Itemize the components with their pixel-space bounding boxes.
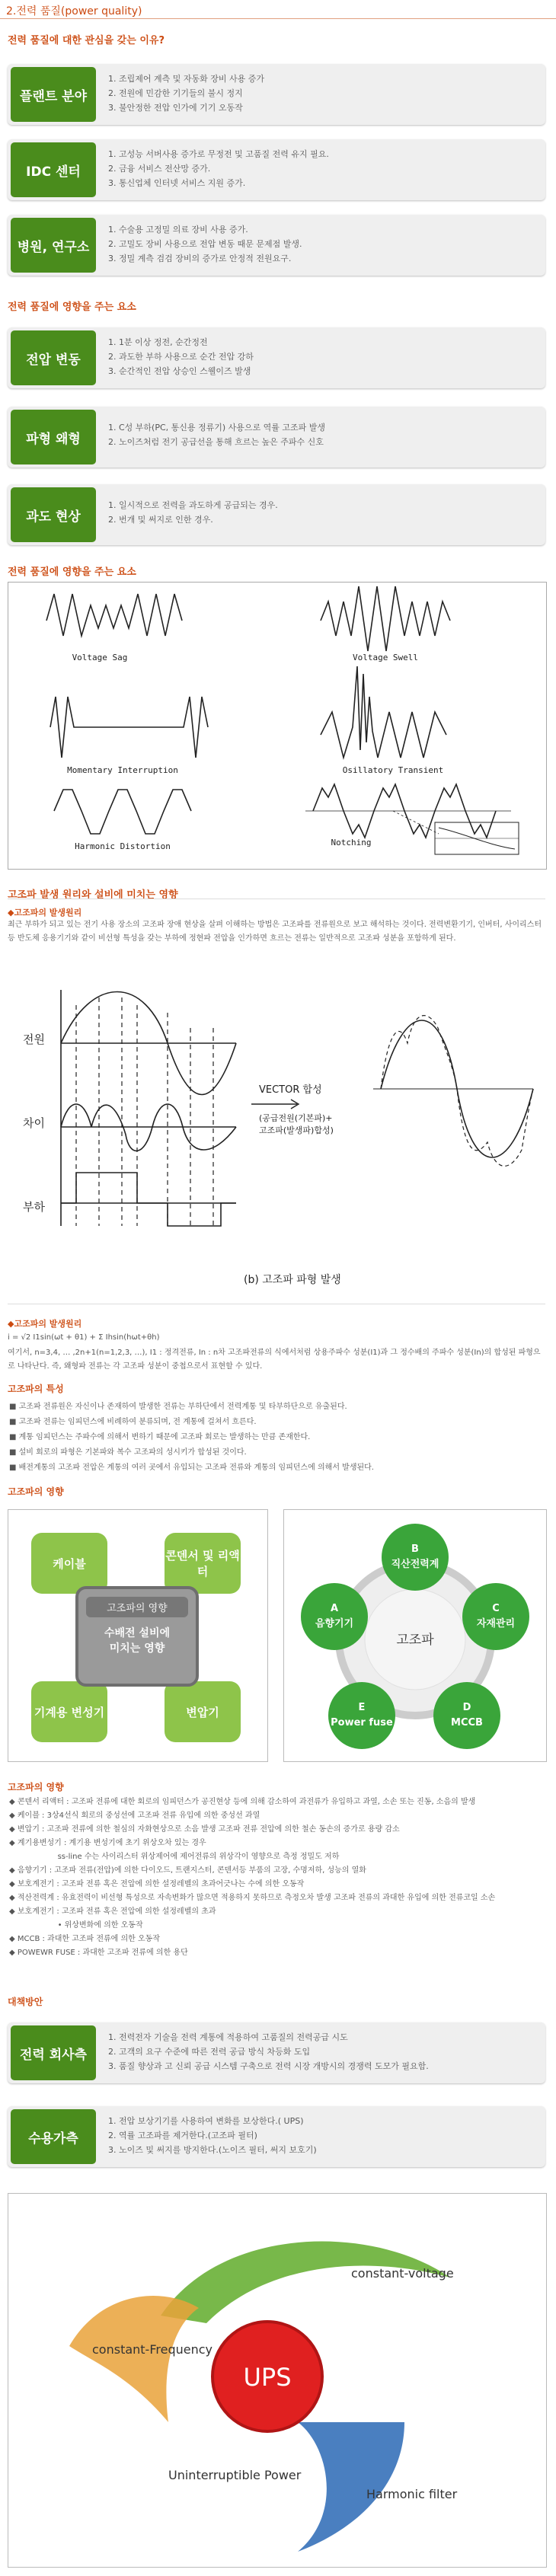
card-item: 2. 고객의 요구 수준에 따른 전력 공급 방식 차등화 도입 xyxy=(108,2047,311,2057)
wave-label: Osillatory Transient xyxy=(342,765,444,775)
card-item: 2. 번개 및 써지로 인한 경우. xyxy=(108,515,213,525)
card-item: 2. 금융 서비스 전산망 증가. xyxy=(108,164,211,174)
wave-label: Notching xyxy=(331,838,372,847)
list-item: • 위상변화에 의한 오동작 xyxy=(9,1921,143,1930)
card-waveform xyxy=(8,407,545,468)
card-plant xyxy=(8,64,545,125)
vector-sub: 고조파(발생파)합성) xyxy=(259,1125,334,1135)
svg-text:E: E xyxy=(358,1702,366,1713)
section-title-countermeasures: 대책방안 xyxy=(8,1997,43,2007)
svg-text:음향기기: 음향기기 xyxy=(315,1618,354,1630)
ups-center: UPS xyxy=(243,2363,292,2392)
leaf-transformer: 변압기 xyxy=(165,1681,241,1742)
card-item: 3. 불안정한 전압 인가에 기기 오동작 xyxy=(108,103,243,113)
card-label: 전압 변동 xyxy=(11,330,96,385)
card-item: 1. 1분 이상 정전, 순간정전 xyxy=(108,337,208,347)
svg-text:직산전력계: 직산전력계 xyxy=(391,1559,439,1570)
diagram-caption: (b) 고조파 파형 발생 xyxy=(244,1274,341,1286)
card-item: 1. 조립제어 계측 및 자동화 장비 사용 증가 xyxy=(108,74,264,84)
card-idc xyxy=(8,139,545,200)
card-label: 과도 현상 xyxy=(11,487,96,542)
svg-text:MCCB: MCCB xyxy=(451,1717,483,1729)
card-utility xyxy=(8,2022,545,2083)
formula: i = √2 I1sin(ωt + θ1) + Σ Ihsin(hωt+θh) xyxy=(8,1333,160,1342)
section-title-effects: 고조파의 영향 xyxy=(8,1782,64,1792)
vector-label: VECTOR 합성 xyxy=(259,1084,322,1096)
card-hospital xyxy=(8,215,545,276)
section-title-factors: 전력 품질에 영향을 주는 요소 xyxy=(8,302,136,313)
list-item: ◆ 계기용변성기 : 계기용 변성기에 초기 위상오차 있는 경우 xyxy=(9,1839,206,1847)
card-item: 2. 전원에 민감한 기기들의 불시 정지 xyxy=(108,88,243,98)
card-item: 2. 과도한 부하 사용으로 순간 전압 강하 xyxy=(108,352,254,362)
ups-label: constant-voltage xyxy=(351,2266,454,2281)
list-item: ◆ POWEWR FUSE : 과대한 고조파 전류에 의한 용단 xyxy=(9,1949,188,1957)
harmonic-effects-diagram xyxy=(283,1509,547,1762)
card-item: 3. 노이즈 및 써지를 방지한다.(노이즈 필터, 써지 보호기) xyxy=(108,2145,317,2155)
harmonic-paragraph: 최근 부하가 되고 있는 전기 사용 장소의 고조파 장애 현상을 살펴 이해하는 방법은 고조파를 전류원으로 보고 해석하는 것이다. 전력변환기기, 인버터, 사이리스터 등 반도체 응용기기와 같이 비선형 특성을 갖는 부하에 정현파 전압을 인가하면 흐르는 전류는 일반적으로 고조파 성분을 포함하게 된다. xyxy=(8,921,542,943)
leaf-cable: 케이블 xyxy=(31,1533,107,1594)
wave-label: Voltage Swell xyxy=(352,653,419,662)
card-item: 2. 고밀도 장비 사용으로 전압 변동 때문 문제점 발생. xyxy=(108,239,302,249)
wave-label: Voltage Sag xyxy=(72,653,128,662)
list-item: ◆ 보호계전기 : 고조파 전류 혹은 전압에 의한 설정레벨의 초과어긋나는 수에 의한 오동작 xyxy=(9,1880,305,1888)
wave-sag xyxy=(46,594,182,636)
card-item: 1. 수술용 고정밀 의료 장비 사용 증가. xyxy=(108,225,248,235)
list-item: ■ 배전계통의 고조파 전압은 계통의 여러 곳에서 유입되는 고조파 전류와 계통의 임피던스에 의해서 발생된다. xyxy=(9,1464,374,1472)
diagram-label: 전원 xyxy=(23,1033,45,1046)
list-item: ◆ 보호계전기 : 고조파 전류 혹은 전압에 의한 설정레벨의 초과 xyxy=(9,1907,216,1916)
card-transient xyxy=(8,484,545,545)
page-title: 2.전력 품질(power quality) xyxy=(6,5,142,18)
leaf-instrument-transformer: 기계용 변성기 xyxy=(31,1681,107,1742)
section-title-harmonic: 고조파 발생 원리와 설비에 미치는 영향 xyxy=(8,889,178,901)
subsection-title: 고조파의 영향 xyxy=(8,1486,64,1497)
list-item: ■ 계통 임피던스는 주파수에 의해서 변하기 때문에 고조파 회로는 발생하는 만큼 존재한다. xyxy=(9,1433,311,1441)
waveform-figure xyxy=(8,582,547,870)
section-title-waves: 전력 품질에 영향을 주는 요소 xyxy=(8,567,136,578)
list-item: ■ 고조파 전류원은 자신이나 존재하여 발생한 전류는 부하단에서 전력계통 및 타부하단으로 유출된다. xyxy=(9,1403,347,1411)
card-label: 플랜트 분야 xyxy=(11,67,96,122)
influence-center: 고조파의 영향 수배전 설비에 미치는 영향 xyxy=(75,1586,199,1687)
list-item: ◆ 음향기기 : 고조파 전류(전압)에 의한 다이오드, 트랜지스터, 콘덴서등 부품의 고장, 수명저하, 성능의 열화 xyxy=(9,1866,366,1875)
list-item: ss-line 수는 사이리스터 위상제어에 제어전류의 위상각이 영향으로 측정 정밀도 저하 xyxy=(9,1853,340,1861)
influence-diagram xyxy=(8,1509,268,1762)
wave-oscillatory xyxy=(321,666,446,758)
wave-label: Momentary Interruption xyxy=(67,765,178,775)
section-title-reasons: 전력 품질에 대한 관심을 갖는 이유? xyxy=(8,35,165,46)
formula-explanation: 여기서, n=3,4, … ,2n+1(n=1,2,3, …), I1 : 정격전류, In : n차 고조파전류의 식에서처럼 상용주파수 성분(I1)과 그 정수배의 주파수 성분(In)의 합성된 파형으로 나타난다. 즉, 왜형파 전류는 각 고조파 성분이 중첩으로서 표현할 수 있다. xyxy=(8,1349,541,1371)
card-item: 3. 통신업체 인터넷 서비스 지원 증가. xyxy=(108,178,246,188)
wave-interruption xyxy=(50,697,208,758)
characteristics-list xyxy=(9,1400,547,1476)
card-item: 2. 역률 고조파를 제거한다.(고조파 필터) xyxy=(108,2131,257,2140)
card-voltage xyxy=(8,327,545,388)
svg-text:Power fuse: Power fuse xyxy=(331,1717,393,1729)
card-item: 1. 전력전자 기술을 전력 계통에 적용하여 고품질의 전력공급 시도 xyxy=(108,2032,348,2042)
svg-text:A: A xyxy=(330,1603,339,1614)
wave-label: Harmonic Distortion xyxy=(75,841,171,851)
ups-label: constant-Frequency xyxy=(92,2342,212,2357)
card-item: 3. 품질 향상과 고 신뢰 공급 시스템 구축으로 전력 시장 개방시의 경쟁력 도모가 필요함. xyxy=(108,2061,429,2071)
subsection-title: ◆고조파의 발생원리 xyxy=(8,1319,82,1329)
card-item: 3. 정밀 계측 검검 장비의 증가로 안정적 전원요구. xyxy=(108,254,292,263)
list-item: ◆ 콘덴서 리액터 : 고조파 전류에 대한 회로의 임피던스가 공진현상 등에 의해 감소하여 과전류가 유입하고 과열, 소손 또는 진동, 소음의 발생 xyxy=(9,1798,476,1806)
card-item: 1. 일시적으로 전력을 과도하게 공급되는 경우. xyxy=(108,500,278,510)
card-label: 전력 회사측 xyxy=(11,2025,96,2080)
list-item: ◆ 케이블 : 3상4선식 회로의 중성선에 고조파 전류 유입에 의한 중성선 과열 xyxy=(9,1811,260,1820)
card-label: 파형 왜형 xyxy=(11,410,96,464)
card-label: 수용가측 xyxy=(11,2109,96,2164)
header-divider xyxy=(0,18,556,19)
list-item: ■ 설비 회로의 파형은 기본파와 복수 고조파의 성시키가 합성된 것이다. xyxy=(9,1448,247,1457)
card-item: 2. 노이즈처럼 전기 공급선을 통해 흐르는 높은 주파수 신호 xyxy=(108,437,324,447)
ups-diagram xyxy=(8,2193,547,2568)
ups-label: Harmonic filter xyxy=(366,2487,458,2501)
card-item: 1. 전압 보상기기를 사용하여 변화를 보상한다.( UPS) xyxy=(108,2116,304,2126)
wave-harmonic xyxy=(54,790,191,834)
svg-text:자재관리: 자재관리 xyxy=(476,1618,516,1630)
leaf-condenser: 콘덴서 및 리액터 xyxy=(165,1533,241,1594)
harmonic-diagram xyxy=(15,982,541,1302)
svg-text:D: D xyxy=(462,1702,471,1713)
list-item: ◆ 적산전력계 : 유효전력이 비선형 특성으로 자속변화가 많으면 적용하지 못하므로 측정오차 발생 고조파 전류의 과대한 유입에 의한 전류코일 소손 xyxy=(9,1894,496,1902)
diagram-label: 차이 xyxy=(23,1116,45,1130)
wave-swell xyxy=(321,586,450,651)
card-label: 병원, 연구소 xyxy=(11,218,96,273)
diagram-label: 부하 xyxy=(23,1200,45,1214)
svg-text:C: C xyxy=(492,1603,500,1614)
card-item: 1. C성 부하(PC, 통신용 정류기) 사용으로 역률 고조파 발생 xyxy=(108,423,326,433)
card-item: 3. 순간적인 전압 상승인 스웰이즈 발생 xyxy=(108,366,251,376)
vector-sub: (공급전원(기본파)+ xyxy=(259,1113,333,1123)
waveform-svg xyxy=(8,583,546,869)
ups-label: Uninterruptible Power xyxy=(168,2468,302,2482)
card-label: IDC 센터 xyxy=(11,142,96,197)
card-consumer xyxy=(8,2106,545,2167)
effects-list xyxy=(9,1796,547,1960)
petals-center: 고조파 xyxy=(396,1633,434,1648)
subsection-title: ◆고조파의 발생원리 xyxy=(8,908,82,918)
svg-text:B: B xyxy=(411,1543,419,1555)
subsection-title: 고조파의 특성 xyxy=(8,1384,64,1394)
list-item: ◆ MCCB : 과대한 고조파 전류에 의한 오동작 xyxy=(9,1935,161,1943)
list-item: ■ 고조파 전류는 임피던스에 비례하여 분류되며, 전 계통에 걸쳐서 흐른다. xyxy=(9,1418,257,1426)
card-item: 1. 고성능 서버사용 증가로 무정전 및 고품질 전력 유지 필요. xyxy=(108,149,329,159)
list-item: ◆ 변압기 : 고조파 전류에 의한 철심의 자화현상으로 소음 발생 고조파 전류 전압에 의한 철손 동손의 증가로 용량 감소 xyxy=(9,1825,400,1834)
